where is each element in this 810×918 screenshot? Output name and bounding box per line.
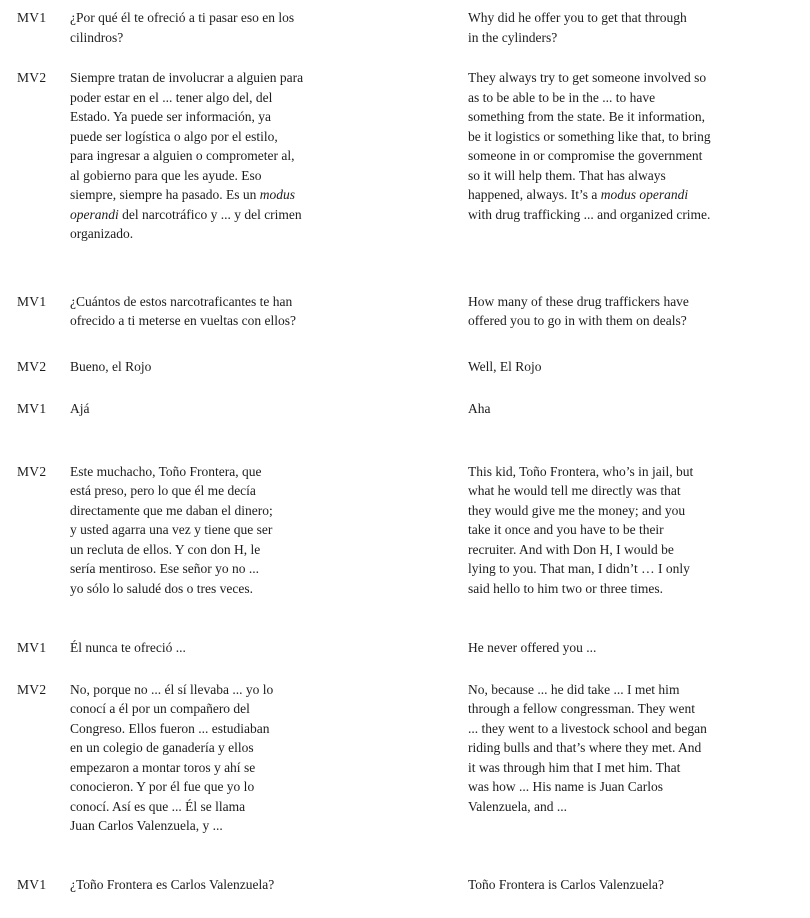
text-line: someone in or compromise the government	[468, 148, 703, 163]
text-line: Siempre tratan de involucrar a alguien para	[70, 70, 304, 85]
transcript-row	[17, 680, 810, 836]
text-line: ... they went to a livestock school and began	[468, 720, 707, 736]
text-line: ¿Toño Frontera es Carlos Valenzuela?	[70, 876, 275, 892]
transcript-row	[17, 292, 810, 331]
text-line: conocieron. Y por él fue que yo lo	[70, 779, 255, 794]
english-cell	[468, 680, 810, 817]
text-line: empezaron a montar toros y ahí se	[70, 759, 256, 775]
speaker-label: MV1	[17, 10, 47, 25]
text-line: Este muchacho, Toño Frontera, que	[70, 463, 262, 479]
english-cell	[468, 357, 810, 377]
spanish-cell	[70, 357, 468, 377]
spanish-cell	[70, 399, 468, 419]
text-line: recruiter. And with Don H, I would be	[468, 541, 674, 557]
speaker-label: MV2	[17, 463, 47, 479]
text-line: ¿Por qué él te ofreció a ti pasar eso en los	[70, 10, 295, 25]
text-line: No, porque no ... él sí llevaba ... yo lo	[70, 681, 274, 697]
text-line: conocí a él por un compañero del	[70, 701, 250, 716]
speaker-label: MV1	[17, 293, 47, 309]
text-line: with drug trafficking ... and organized crime.	[468, 206, 711, 222]
text-line: directamente que me daban el dinero;	[70, 502, 273, 518]
spanish-cell	[70, 875, 468, 895]
text-line: be it logistics or something like that, to bring	[468, 128, 711, 144]
speaker-label: MV1	[17, 401, 47, 416]
english-cell	[468, 399, 810, 419]
english-cell	[468, 875, 810, 895]
text-line: what he would tell me directly was that	[468, 483, 681, 498]
text-line: riding bulls and that’s where they met. And	[468, 740, 702, 755]
transcript-row	[17, 399, 810, 419]
text-line: Toño Frontera is Carlos Valenzuela?	[468, 876, 665, 892]
text-line: was how ... His name is Juan Carlos	[468, 779, 663, 794]
text-line: They always try to get someone involved so	[468, 70, 707, 85]
text-line: as to be able to be in the ... to have	[468, 89, 656, 105]
text-line: Ajá	[70, 401, 90, 416]
text-line: said hello to him two or three times.	[468, 580, 663, 596]
transcript-rows	[17, 8, 810, 894]
text-line: Aha	[468, 401, 491, 416]
text-line: Valenzuela, and ...	[468, 798, 567, 814]
speaker-label: MV1	[17, 640, 47, 655]
text-line: He never offered you ...	[468, 640, 597, 655]
text-line: lying to you. That man, I didn’t … I only	[468, 561, 690, 576]
transcript-row	[17, 68, 810, 244]
text-line: cilindros?	[70, 29, 124, 45]
transcript-row	[17, 8, 810, 47]
text-line: ¿Cuántos de estos narcotraficantes te han	[70, 293, 293, 309]
text-line: through a fellow congressman. They went	[468, 701, 695, 716]
text-line: in the cylinders?	[468, 29, 558, 45]
text-line: poder estar en el ... tener algo del, del	[70, 89, 273, 105]
spanish-cell	[70, 638, 468, 658]
text-line: it was through him that I met him. That	[468, 759, 681, 775]
spanish-cell	[70, 680, 468, 836]
text-line: Estado. Ya puede ser información, ya	[70, 109, 271, 124]
spanish-cell	[70, 68, 468, 244]
text-line: Why did he offer you to get that through	[468, 10, 687, 25]
text-line: en un colegio de ganadería y ellos	[70, 740, 254, 755]
text-line: take it once and you have to be their	[468, 522, 664, 537]
speaker-label: MV2	[17, 70, 47, 85]
speaker-label: MV2	[17, 681, 47, 697]
english-cell	[468, 462, 810, 599]
text-line: está preso, pero lo que él me decía	[70, 483, 256, 498]
text-line: conocí. Así es que ... Él se llama	[70, 798, 246, 814]
text-line: un recluta de ellos. Y con don H, le	[70, 541, 261, 557]
english-cell	[468, 8, 810, 47]
transcript-row	[17, 462, 810, 599]
english-cell	[468, 68, 810, 224]
text-line: yo sólo lo saludé dos o tres veces.	[70, 580, 253, 596]
transcript-row	[17, 638, 810, 658]
english-cell	[468, 638, 810, 658]
spanish-cell	[70, 462, 468, 599]
text-line: No, because ... he did take ... I met him	[468, 681, 680, 697]
transcript-row	[17, 875, 810, 895]
text-line: siempre, siempre ha pasado. Es un modus	[70, 187, 295, 202]
spanish-cell	[70, 8, 468, 47]
text-line: Congreso. Ellos fueron ... estudiaban	[70, 720, 270, 736]
transcript-row	[17, 357, 810, 377]
english-cell	[468, 292, 810, 331]
text-line: Bueno, el Rojo	[70, 358, 152, 374]
text-line: sería mentiroso. Ese señor yo no ...	[70, 561, 259, 576]
text-line: Juan Carlos Valenzuela, y ...	[70, 818, 223, 833]
spanish-cell	[70, 292, 468, 331]
text-line: y usted agarra una vez y tiene que ser	[70, 522, 273, 537]
text-line: al gobierno para que les ayude. Eso	[70, 167, 262, 183]
text-line: How many of these drug traffickers have	[468, 293, 689, 309]
speaker-label: MV1	[17, 876, 47, 892]
text-line: organizado.	[70, 226, 134, 241]
text-line: Well, El Rojo	[468, 358, 542, 374]
text-line: para ingresar a alguien o comprometer al,	[70, 148, 295, 163]
text-line: they would give me the money; and you	[468, 502, 686, 518]
text-line: ofrecido a ti meterse en vueltas con ellos?	[70, 313, 297, 328]
text-line: so it will help them. That has always	[468, 167, 666, 183]
text-line: Él nunca te ofreció ...	[70, 640, 186, 655]
text-line: operandi del narcotráfico y ... y del crimen	[70, 206, 302, 222]
text-line: something from the state. Be it information,	[468, 109, 705, 124]
text-line: This kid, Toño Frontera, who’s in jail, but	[468, 463, 694, 479]
text-line: offered you to go in with them on deals?	[468, 313, 687, 328]
text-line: puede ser logística o algo por el estilo,	[70, 128, 278, 144]
text-line: happened, always. It’s a modus operandi	[468, 187, 689, 202]
speaker-label: MV2	[17, 358, 47, 374]
